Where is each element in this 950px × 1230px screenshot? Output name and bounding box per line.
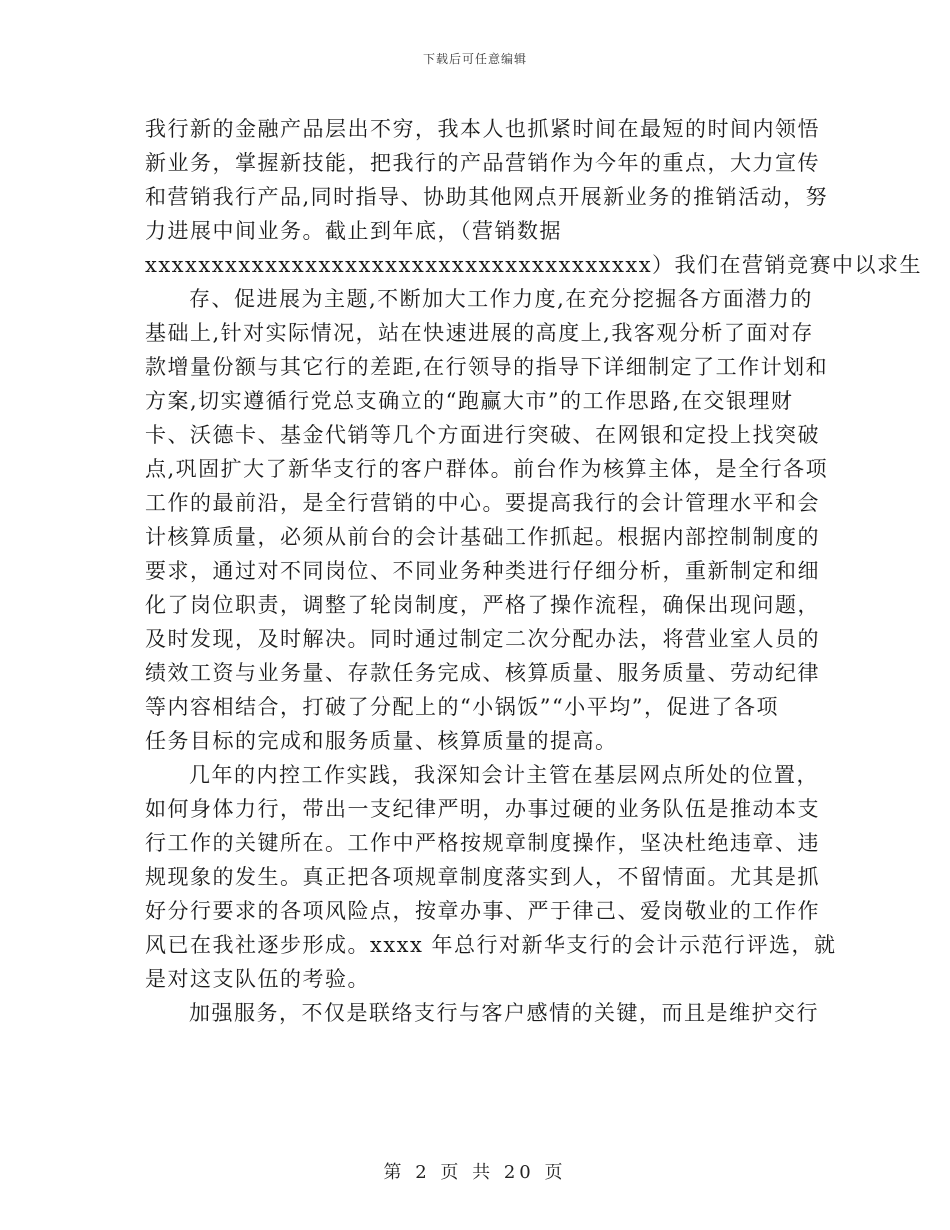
text-line: xxxxxxxxxxxxxxxxxxxxxxxxxxxxxxxxxxxxxx）我们在营销竞赛中以求生 [145,253,923,277]
text-line: 绩效工资与业务量、存款任务完成、核算质量、服务质量、劳动纪律 [145,661,820,685]
text-line: 任务目标的完成和服务质量、核算质量的提高。 [145,729,618,753]
text-line: 是对这支队伍的考验。 [145,967,370,991]
text-line: 如何身体力行，带出一支纪律严明，办事过硬的业务队伍是推动本支 [145,797,820,821]
text-line: 等内容相结合，打破了分配上的“小锅饭”“小平均”，促进了各项 [145,695,779,719]
text-line: 和营销我行产品,同时指导、协助其他网点开展新业务的推销活动，努 [145,185,829,209]
text-line: 风已在我社逐步形成。xxxx 年总行对新华支行的会计示范行评选，就 [145,933,837,957]
paragraph-start-line: 加强服务，不仅是联络支行与客户感情的关键，而且是维护交行 [189,1001,819,1025]
text-line: 计核算质量，必须从前台的会计基础工作抓起。根据内部控制制度的 [145,525,820,549]
paragraph-start-line: 几年的内控工作实践，我深知会计主管在基层网点所处的位置， [189,763,819,787]
text-line: 规现象的发生。真正把各项规章制度落实到人，不留情面。尤其是抓 [145,865,820,889]
text-line: 我行新的金融产品层出不穷，我本人也抓紧时间在最短的时间内领悟 [145,117,820,141]
text-line: 要求，通过对不同岗位、不同业务种类进行仔细分析，重新制定和细 [145,559,820,583]
paragraph-start-line: 存、促进展为主题,不断加大工作力度,在充分挖掘各方面潜力的 [189,287,813,311]
text-line: 新业务，掌握新技能，把我行的产品营销作为今年的重点，大力宣传 [145,151,820,175]
text-line: 款增量份额与其它行的差距,在行领导的指导下详细制定了工作计划和 [145,355,829,379]
page-footer: 第 2 页 共 20 页 [383,1162,567,1183]
text-line: 卡、沃德卡、基金代销等几个方面进行突破、在网银和定投上找突破 [145,423,820,447]
page-header: 下载后可任意编辑 [422,52,527,66]
text-line: 方案,切实遵循行党总支确立的“跑赢大市”的工作思路,在交银理财 [145,389,794,413]
text-line: 基础上,针对实际情况，站在快速进展的高度上,我客观分析了面对存 [145,321,814,345]
text-line: 力进展中间业务。截止到年底，（营销数据 [145,219,562,243]
text-line: 点,巩固扩大了新华支行的客户群体。前台作为核算主体，是全行各项 [145,457,829,481]
text-line: 化了岗位职责，调整了轮岗制度，严格了操作流程，确保出现问题， [145,593,820,617]
text-line: 好分行要求的各项风险点，按章办事、严于律己、爱岗敬业的工作作 [145,899,820,923]
body-text [145,112,923,1030]
text-line: 行工作的关键所在。工作中严格按规章制度操作，坚决杜绝违章、违 [145,831,820,855]
text-line: 工作的最前沿，是全行营销的中心。要提高我行的会计管理水平和会 [145,491,820,515]
text-line: 及时发现，及时解决。同时通过制定二次分配办法，将营业室人员的 [145,627,820,651]
